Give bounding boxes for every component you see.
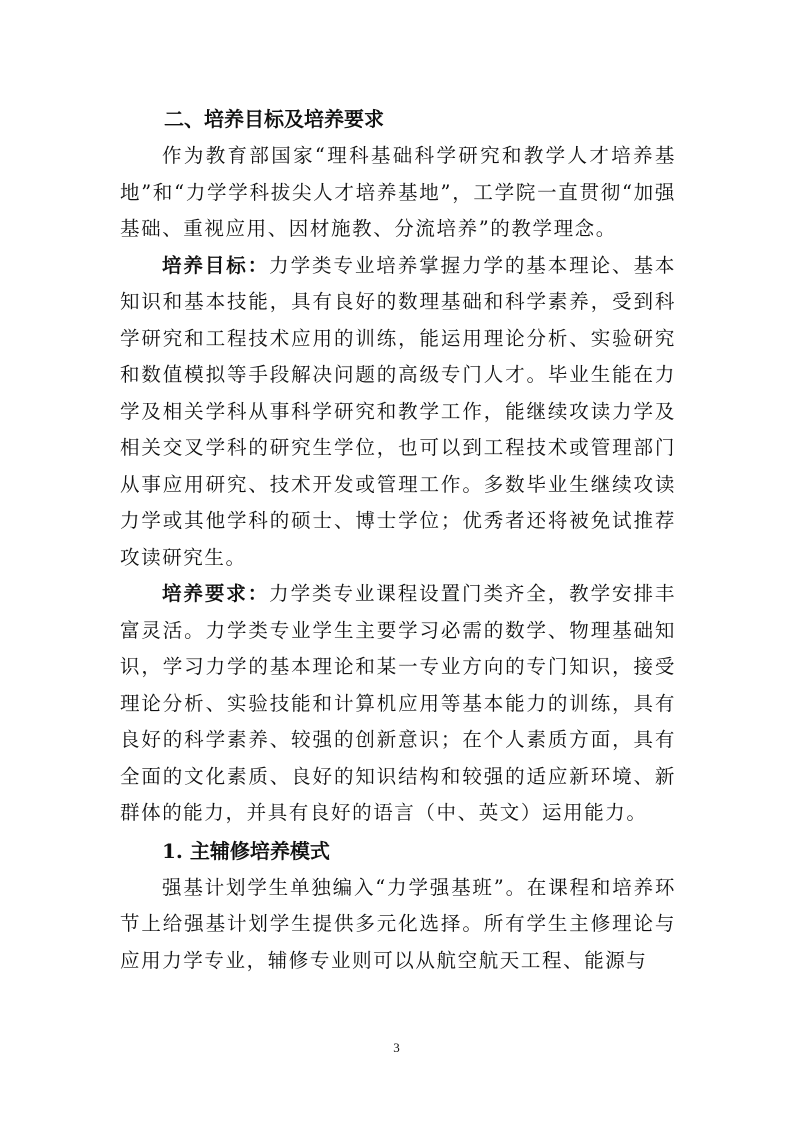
- page-number: 3: [393, 1040, 400, 1055]
- goals-text: 力学类专业培养掌握力学的基本理论、基本知识和基本技能，具有良好的数理基础和科学素养，受到科学研究和工程技术应用的训练，能运用理论分析、实验研究和数值模拟等手段解决问题的高级专门人才。毕业生能在力学及相关学科从事科学研究和教学工作，能继续攻读力学及相关交叉学科的研究生学位，也可以到工程技术或管理部门从事应用研究、技术开发或管理工作。多数毕业生继续攻读力学或其他学科的硕士、博士学位；优秀者还将被免试推荐攻读研究生。: [120, 253, 676, 569]
- subsection-heading: 1. 主辅修培养模式: [162, 838, 330, 863]
- subsection-paragraph: 强基计划学生单独编入“力学强基班”。在课程和培养环节上给强基计划学生提供多元化选择。所有学生主修理论与应用力学专业，辅修专业则可以从航空航天工程、能源与: [120, 875, 676, 972]
- requirements-paragraph: [120, 576, 676, 832]
- goals-paragraph: [120, 248, 676, 577]
- intro-paragraph: 作为教育部国家“理科基础科学研究和教学人才培养基地”和“力学学科拔尖人才培养基地”，工学院一直贯彻“加强基础、重视应用、因材施教、分流培养”的教学理念。: [120, 144, 676, 240]
- page-content: [120, 100, 676, 979]
- requirements-text: 力学类专业课程设置门类齐全，教学安排丰富灵活。力学类专业学生主要学习必需的数学、物理基础知识，学习力学的基本理论和某一专业方向的专门知识，接受理论分析、实验技能和计算机应用等基本能力的训练，具有良好的科学素养、较强的创新意识；在个人素质方面，具有全面的文化素质、良好的知识结构和较强的适应新环境、新群体的能力，并具有良好的语言（中、英文）运用能力。: [120, 582, 676, 824]
- section-heading: 二、培养目标及培养要求: [164, 107, 384, 131]
- requirements-label: 培养要求：: [162, 582, 270, 605]
- goals-label: 培养目标：: [162, 253, 270, 277]
